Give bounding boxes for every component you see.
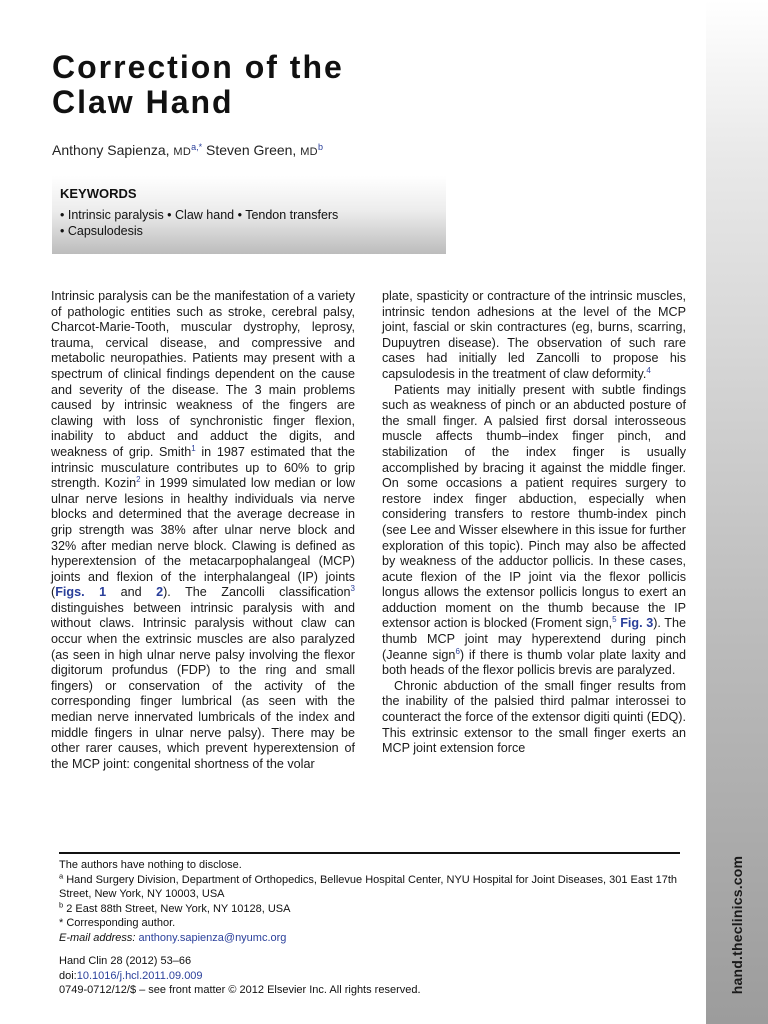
journal-citation: Hand Clin 28 (2012) 53–66 [59, 955, 192, 967]
email-label: E-mail address: [59, 931, 136, 944]
figure-reference[interactable]: Figs. 1 [55, 585, 107, 600]
copyright-notice: 0749-0712/12/$ – see front matter © 2012 Elsevier Inc. All rights reserved. [59, 984, 421, 997]
citation-reference[interactable]: 4 [646, 365, 651, 375]
keywords-list: • Intrinsic paralysis • Claw hand • Tendon transfers [60, 208, 339, 222]
footnotes [59, 858, 680, 946]
citation-reference[interactable]: 3 [350, 584, 355, 594]
author-list [52, 142, 323, 158]
citation-reference[interactable]: 1 [191, 443, 196, 453]
keywords-list: • Capsulodesis [60, 224, 143, 238]
doi-line [59, 969, 680, 984]
affiliation-text: Hand Surgery Division, Department of Orthopedics, Bellevue Hospital Center, NYU Hospital for Joint Diseases, 301 East 17th Street, New York, NY 10003, USA [59, 873, 678, 901]
affiliation-text: 2 East 88th Street, New York, NY 10128, USA [63, 902, 291, 915]
figure-reference[interactable]: Fig. 3 [620, 616, 654, 631]
journal-website[interactable]: hand.theclinics.com [729, 855, 745, 995]
corresponding-author-note: * Corresponding author. [59, 917, 176, 930]
article-title [52, 50, 612, 120]
body-paragraph: Intrinsic paralysis can be the manifestation of a variety of pathologic entities such as stroke, cerebral palsy, Charcot-Marie-Tooth, muscular dystrophy, leprosy, trauma, cervical disease, and compressive and metabolic neuropathies. Patients may present with a spectrum of clinical findings dependent on the cause and severity of the disease. The 3 main problems caused by intrinsic weakness of the fingers are clawing with loss of synchronistic finger flexion, inability to abduct and adduct the digits, and weakness of grip. Smith$^1$ in 1987 estimated that the intrinsic musculature contributes up to 60% to grip strength. Kozin$^2$ in 1999 simulated low median or low ulnar nerve lesions in healthy individuals via nerve blocks and determined that the average decrease in grip strength was 38% after ulnar nerve block and 32% after median nerve block. Clawing is defined as hyperextension of the metacarpophalangeal (MCP) joints and flexion of the interphalangeal (IP) joints (Figs. 1 and 2). The Zancolli classification$^3$ distinguishes between intrinsic paralysis with and without claws. Intrinsic paralysis without claw can occur when the extrinsic muscles are also paralyzed (as seen in high ulnar nerve palsy involving the flexor digitorum profundus (FDP) to the ring and small fingers) or conservation of the activity of the corresponding finger lumbrical (as seen with the median nerve innervated lumbricals of the index and middle fingers in ulnar nerve palsy). There may be other rarer causes, which prevent hyperextension of the MCP joint: congenital shortness of the volar [51, 289, 355, 771]
journal-info [59, 954, 680, 998]
disclosure-note: The authors have nothing to disclose. [59, 859, 242, 871]
citation-reference[interactable]: 6 [455, 646, 460, 656]
author-name: Anthony Sapienza, [52, 142, 170, 158]
keywords-heading: KEYWORDS [60, 186, 137, 201]
citation-reference[interactable]: 5 [612, 615, 617, 625]
author-name: Steven Green, [206, 142, 297, 158]
body-paragraph: Chronic abduction of the small finger results from the inability of the palsied third palmar interossei to counteract the force of the extensor digiti quinti (EDQ). This extrinsic extensor to the small finger exerts an MCP joint extension force [382, 678, 686, 756]
affiliation-mark: a [59, 870, 64, 880]
body-paragraph: Patients may initially present with subtle findings such as weakness of pinch or an abducted posture of the small finger. A palsied first dorsal interosseous muscle affects thumb–index finger pinch, and stabilization of the index finger is usually accomplished by bracing it against the middle finger. On some occasions a patient requires surgery to restore index finger abduction, especially when considering transfers to restore thumb-index pinch (see Lee and Wisser elsewhere in this issue for further exploration of this topic). Pinch may also be affected by weakness of the adductor pollicis. In these cases, acute flexion of the IP joint via the flexor pollicis longus allows the extensor pollicis longus to exert an adduction moment on the thumb because the IP extensor action is blocked (Froment sign,$^5$ Fig. 3). The thumb MCP joint may hyperextend during pinch (Jeanne sign$^6$) if there is thumb volar plate laxity and both heads of the flexor pollicis brevis are paralyzed. [382, 382, 687, 678]
footnote-divider [59, 852, 680, 854]
doi-label: doi: [59, 969, 77, 982]
author-degree: MD [173, 146, 192, 158]
doi-link[interactable]: 10.1016/j.hcl.2011.09.009 [76, 969, 203, 982]
author-degree: MD [300, 146, 318, 158]
email-link[interactable]: anthony.sapienza@nyumc.org [138, 931, 287, 944]
body-paragraph: plate, spasticity or contracture of the intrinsic muscles, intrinsic tendon adhesions at the level of the MCP joint, fascial or skin contractures (eg, burns, scarring, Dupuytren disease). The observation of such rare cases had initially led Zancolli to propose his capsulodesis in the treatment of claw deformity.$^4$ [382, 289, 686, 381]
body-column-right [382, 289, 686, 757]
affiliation-mark: b [59, 900, 64, 910]
author-affiliation-mark[interactable]: b [317, 142, 323, 152]
title-line-1: Correction of the [52, 49, 344, 85]
affiliation-a [59, 870, 680, 902]
title-line-2: Claw Hand [52, 84, 234, 120]
affiliation-b [59, 902, 680, 917]
figure-reference[interactable]: 2 [156, 585, 164, 600]
keywords-box [52, 176, 446, 254]
author-affiliation-mark[interactable]: a,* [191, 142, 203, 152]
email-line [59, 931, 680, 946]
citation-reference[interactable]: 2 [136, 474, 141, 484]
body-column-left [51, 289, 355, 772]
